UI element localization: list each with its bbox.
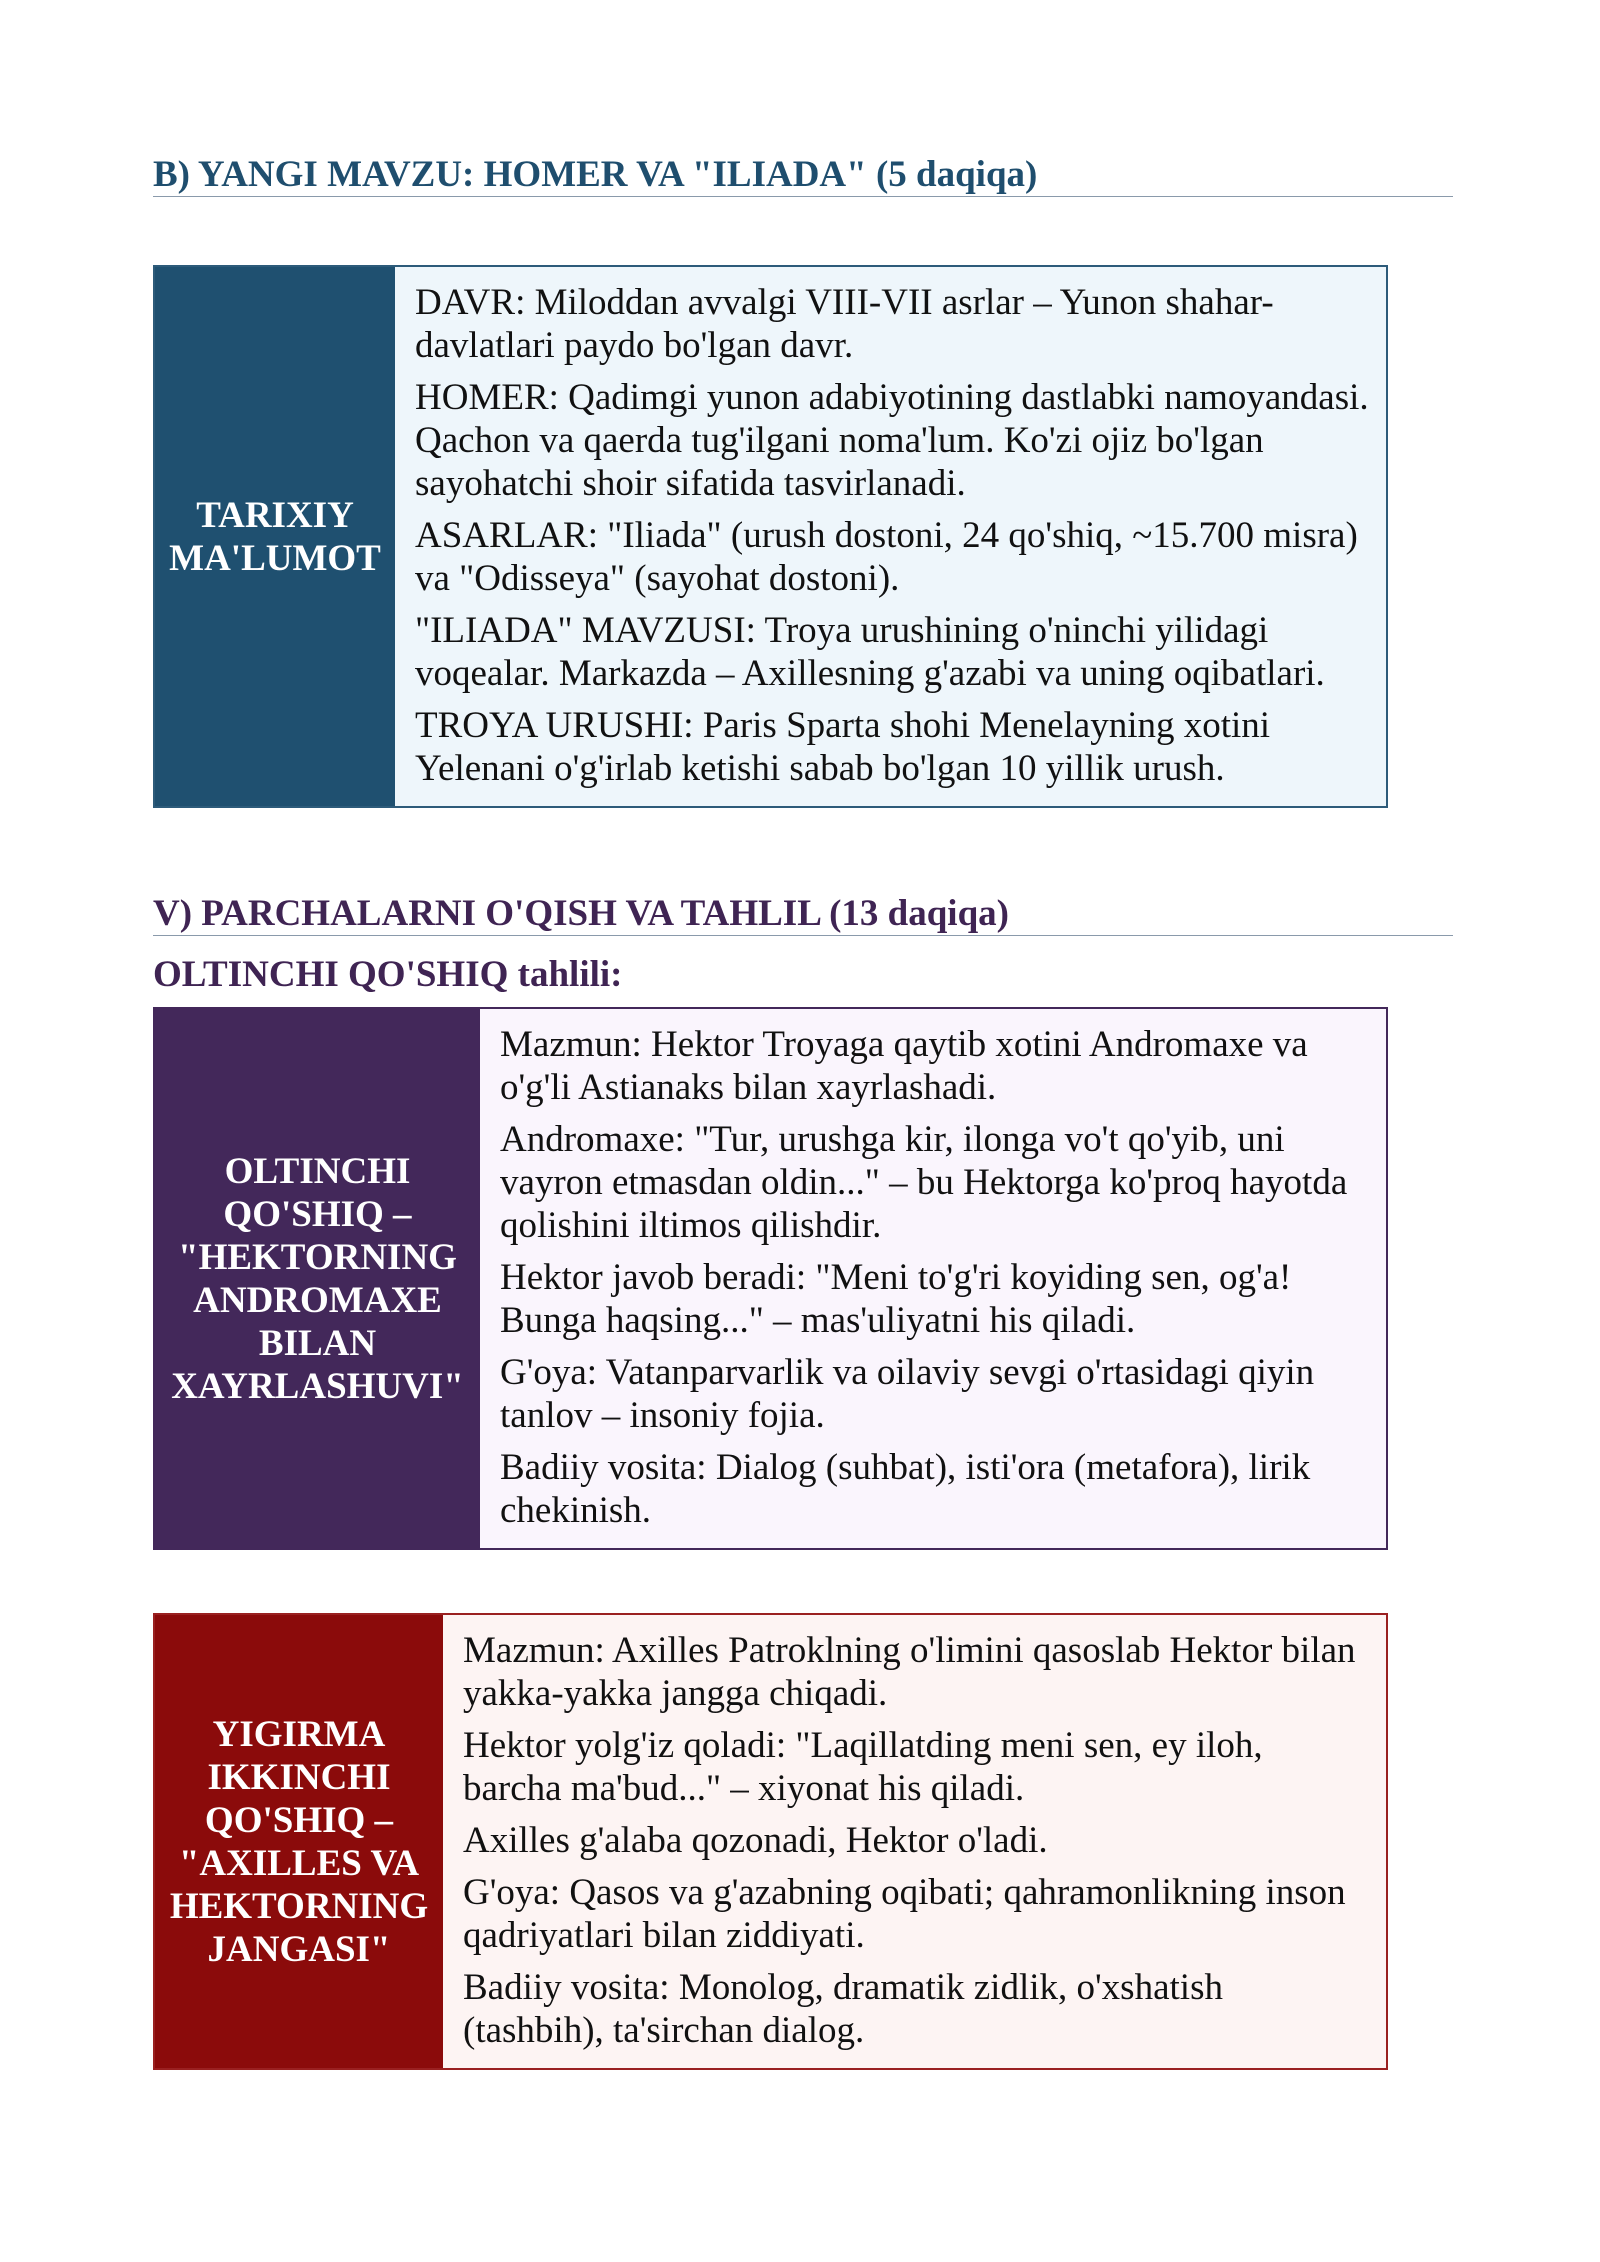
analysis-item-idea: G'oya: Vatanparvarlik va oilaviy sevgi o'rtasidagi qiyin tanlov – insoniy fojia. — [500, 1352, 1315, 1436]
analysis-item-quote-hector: Hektor yolg'iz qoladi: "Laqillatding meni sen, ey iloh, barcha ma'bud..." – xiyonat his qiladi. — [463, 1725, 1263, 1809]
section-v-subheading: OLTINCHI QO'SHIQ tahlili: — [153, 954, 623, 995]
box-label-text: TARIXIY MA'LUMOT — [169, 494, 381, 579]
info-item-trojan-war: TROYA URUSHI: Paris Sparta shohi Menelayning xotini Yelenani o'g'irlab ketishi sabab bo'lgan 10 yillik urush. — [415, 705, 1271, 789]
analysis-item-content: Mazmun: Hektor Troyaga qaytib xotini Andromaxe va o'g'li Astianaks bilan xayrlashadi. — [500, 1024, 1308, 1108]
analysis-item-idea: G'oya: Qasos va g'azabning oqibati; qahramonlikning inson qadriyatlari bilan ziddiyati. — [463, 1872, 1346, 1956]
section-v-heading: V) PARCHALARNI O'QISH VA TAHLIL (13 daqiqa) — [153, 892, 1453, 936]
historical-info-box — [153, 265, 1388, 808]
historical-info-label — [155, 267, 395, 806]
box-label-text: YIGIRMA IKKINCHI QO'SHIQ – "AXILLES VA HEKTORNING JANGASI" — [169, 1713, 429, 1970]
twenty-second-song-body — [443, 1615, 1386, 2068]
sixth-song-box — [153, 1007, 1388, 1550]
info-item-homer: HOMER: Qadimgi yunon adabiyotining dastlabki namoyandasi. Qachon va qaerda tug'ilgani noma'lum. Ko'zi ojiz bo'lgan sayohatchi shoir sifatida tasvirlanadi. — [415, 377, 1369, 504]
twenty-second-song-label — [155, 1615, 443, 2068]
sixth-song-label — [155, 1009, 480, 1548]
info-item-iliad-theme: "ILIADA" MAVZUSI: Troya urushining o'ninchi yilidagi voqealar. Markazda – Axillesning g'azabi va uning oqibatlari. — [415, 610, 1325, 694]
analysis-item-quote-andromache: Andromaxe: "Tur, urushga kir, ilonga vo't qo'yib, uni vayron etmasdan oldin..." – bu Hektorga ko'proq hayotda qolishini iltimos qilishdir. — [500, 1119, 1348, 1246]
analysis-item-devices: Badiiy vosita: Monolog, dramatik zidlik, o'xshatish (tashbih), ta'sirchan dialog. — [463, 1967, 1223, 2051]
info-item-period: DAVR: Miloddan avvalgi VIII-VII asrlar – Yunon shahar-davlatlari paydo bo'lgan davr. — [415, 282, 1274, 366]
sixth-song-body — [480, 1009, 1386, 1548]
section-b-heading: B) YANGI MAVZU: HOMER VA "ILIADA" (5 daqiqa) — [153, 153, 1453, 197]
twenty-second-song-box — [153, 1613, 1388, 2070]
analysis-item-devices: Badiiy vosita: Dialog (suhbat), isti'ora (metafora), lirik chekinish. — [500, 1447, 1311, 1531]
analysis-item-outcome: Axilles g'alaba qozonadi, Hektor o'ladi. — [463, 1820, 1048, 1861]
box-label-text: OLTINCHI QO'SHIQ – "HEKTORNING ANDROMAXE BILAN XAYRLASHUVI" — [171, 1150, 464, 1407]
historical-info-body — [395, 267, 1386, 806]
analysis-item-quote-hector: Hektor javob beradi: "Meni to'g'ri koyiding sen, og'a! Bunga haqsing..." – mas'uliyatni his qiladi. — [500, 1257, 1292, 1341]
info-item-works: ASARLAR: "Iliada" (urush dostoni, 24 qo'shiq, ~15.700 misra) va "Odisseya" (sayohat dostoni). — [415, 515, 1358, 599]
analysis-item-content: Mazmun: Axilles Patroklning o'limini qasoslab Hektor bilan yakka-yakka jangga chiqadi. — [463, 1630, 1356, 1714]
